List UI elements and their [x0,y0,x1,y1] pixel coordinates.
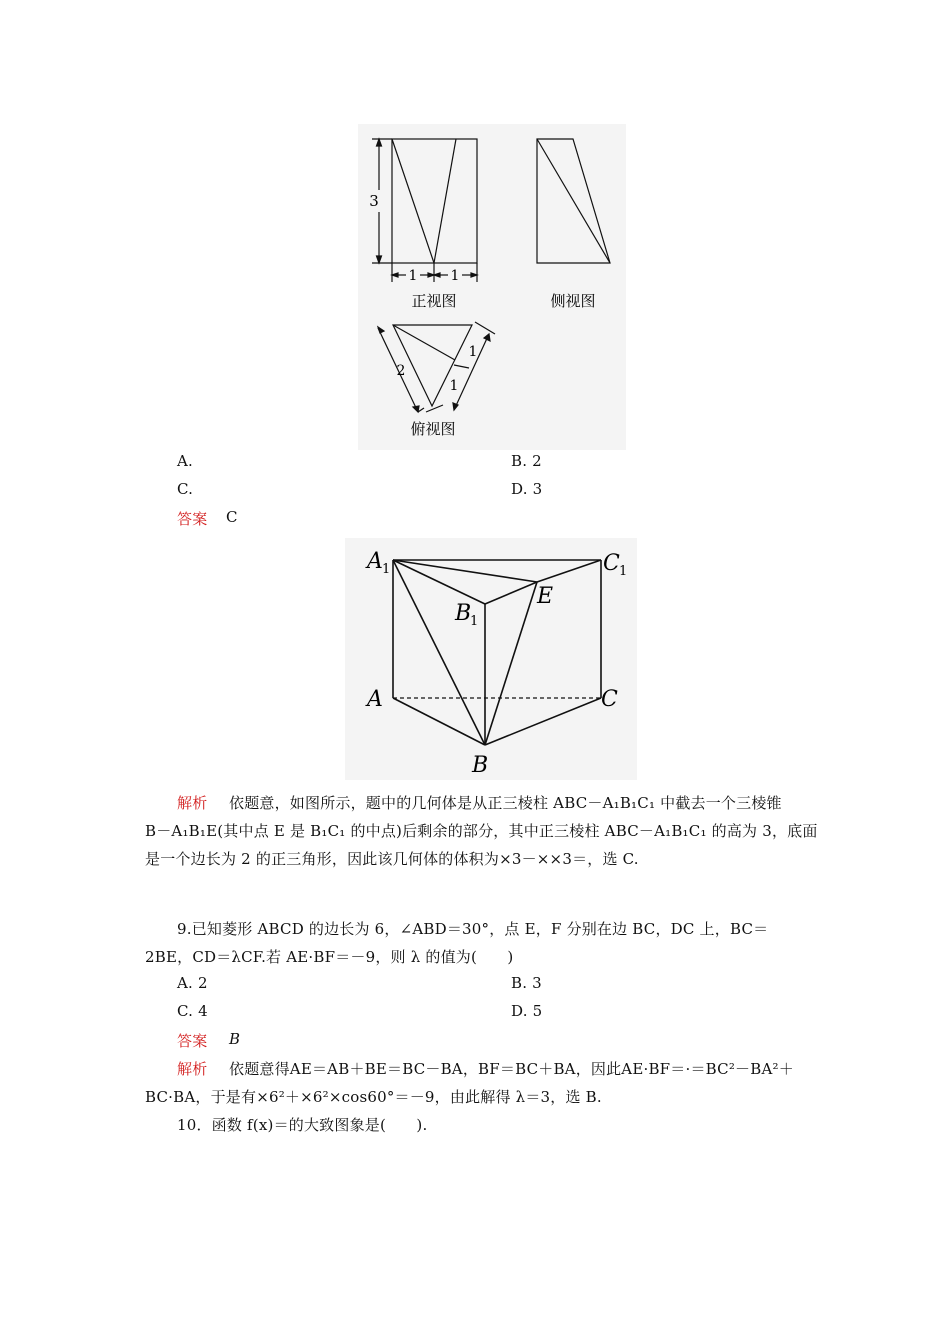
q8-analysis-line1: 依题意，如图所示，题中的几何体是从正三棱柱 ABC－A₁B₁C₁ 中截去一个三棱锥 [229,794,782,812]
top-dim-1a-label: 1 [468,344,478,360]
q8-answer-value: C [226,508,238,526]
vertex-C1-label: C [603,551,620,576]
vertex-A1-label: A [367,549,383,574]
q9-analysis-line1: 依题意得AE＝AB＋BE＝BC－BA，BF＝BC＋BA，因此AE·BF＝·＝BC²－BA²＋ [229,1060,794,1078]
prism-figure [345,538,637,780]
q9-option-c: C. 4 [177,1002,208,1020]
vertex-B-label: B [472,753,489,778]
q8-answer-label: 答案 [177,510,208,528]
q9-analysis-label: 解析 [177,1060,208,1078]
q10-question: 10．函数 f(x)＝的大致图象是( ). [177,1116,428,1134]
front-view-caption: 正视图 [411,292,457,310]
vertex-C1-subscript: 1 [619,564,628,579]
q9-option-d: D. 5 [511,1002,543,1020]
vertex-A1-subscript: 1 [382,562,391,577]
q9-analysis-line2: BC·BA，于是有×6²＋×6²×cos60°＝－9，由此解得 λ＝3，选 B. [145,1088,602,1106]
q9-question-line1: 9.已知菱形 ABCD 的边长为 6，∠ABD＝30°，点 E，F 分别在边 BC，DC 上，BC＝ [177,920,769,938]
front-width-label-2: 1 [450,268,460,284]
side-view-caption: 侧视图 [550,292,596,310]
vertex-E-label: E [537,584,554,609]
q9-question-line2: 2BE，CD＝λCF.若 AE·BF＝－9，则 λ 的值为( ) [145,948,514,966]
q9-answer-label: 答案 [177,1032,208,1050]
q8-option-a: A. [177,452,194,470]
q8-option-d: D. 3 [511,480,543,498]
q8-option-c: C. [177,480,194,498]
top-dim-2-label: 2 [396,363,406,379]
vertex-A-label: A [367,687,383,712]
q9-answer-value: B [229,1030,241,1048]
front-width-label-1: 1 [408,268,418,284]
q8-option-b: B. 2 [511,452,542,470]
vertex-C-label: C [601,687,618,712]
vertex-B1-label: B [455,601,472,626]
front-height-label: 3 [369,192,379,210]
prism-svg [345,538,637,780]
top-view-caption: 俯视图 [410,420,456,438]
q9-option-b: B. 3 [511,974,542,992]
top-dim-1b-label: 1 [449,378,459,394]
vertex-B1-subscript: 1 [470,614,479,629]
q8-analysis-line3: 是一个边长为 2 的正三角形，因此该几何体的体积为×3－××3＝，选 C. [145,850,639,868]
q8-analysis-line2: B－A₁B₁E(其中点 E 是 B₁C₁ 的中点)后剩余的部分，其中正三棱柱 ABC－A₁B₁C₁ 的高为 3，底面 [145,822,818,840]
front-view-rect [392,139,477,263]
q9-option-a: A. 2 [177,974,208,992]
q8-analysis-label: 解析 [177,794,208,812]
three-view-figure [358,124,626,450]
three-view-svg [358,124,626,450]
